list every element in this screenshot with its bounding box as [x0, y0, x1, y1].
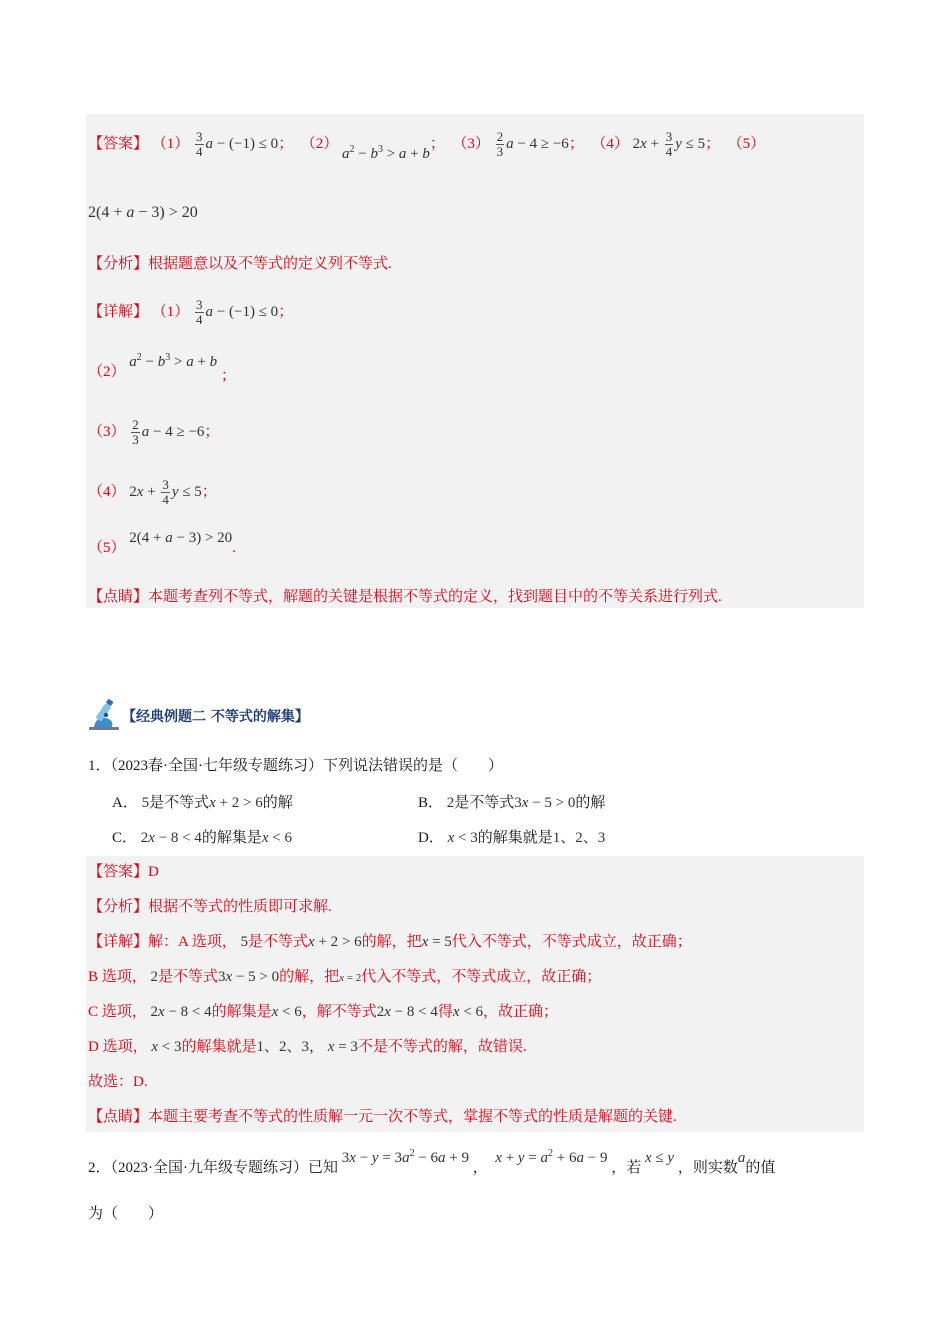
answer-expr-3: $\frac{2}{3}$ a − 4 ≥ −6: [496, 129, 569, 160]
q2-stem-line2: 为（ ）: [88, 1206, 164, 1222]
q1-option-c[interactable]: C． 2x − 8 < 4的解集是x < 6: [112, 830, 293, 846]
answer-expr-2: $a^2 - b^3 > a + b$: [341, 144, 430, 162]
q1-detail-d: D 选项， x < 3的解集就是1、2、3， x = 3不是不等式的解，故错误.: [88, 1039, 527, 1055]
q1-detail-b: B 选项， 2是不等式3x − 5 > 0的解，把x = 2代入不等式，不等式成立，故正确；: [88, 969, 602, 985]
answer-line: 【答案】 （1） $\frac{3}{4}$ a − (−1) ≤ 0； （2） $a^2 - b^3 > a + b$； （3） $\frac{2}{3}$ a − 4 ≥ −6； （4） 2x + $\frac{3}{4}$ y ≤ 5； （5）: [88, 129, 766, 162]
q1-option-d[interactable]: D． x < 3的解集就是1、2、3: [418, 830, 606, 846]
answer-expr-5: 2(4 + a − 3) > 20: [88, 204, 198, 221]
analysis-line: 【分析】根据题意以及不等式的定义列不等式.: [88, 256, 392, 272]
detail-line-1: 【详解】 （1） $\frac{3}{4}$ a − (−1) ≤ 0；: [88, 297, 294, 327]
detail-line-4: （4） 2x + $\frac{3}{4}$ y ≤ 5；: [88, 477, 217, 507]
comment-line-1: 【点睛】本题考查列不等式，解题的关键是根据不等式的定义，找到题目中的不等关系进行列式.: [88, 589, 722, 605]
q1-option-a[interactable]: A． 5是不等式x + 2 > 6的解: [112, 795, 293, 811]
q1-stem: 1．（2023春·全国·七年级专题练习）下列说法错误的是（ ）: [88, 758, 504, 774]
answer-expr-1: $\frac{3}{4}$ a − (−1) ≤ 0: [196, 129, 279, 160]
section-title: 【经典例题二 不等式的解集】: [122, 709, 309, 725]
detail-line-5: （5） 2(4 + a − 3) > 20.: [88, 530, 236, 556]
q2-cond: x ≤ y: [645, 1150, 675, 1166]
detail-line-2: （2） $a^2 - b^3 > a + b$ ；: [88, 352, 236, 384]
q1-comment: 【点睛】本题主要考查不等式的性质解一元一次不等式，掌握不等式的性质是解题的关键.: [88, 1109, 677, 1125]
q2-var: a: [737, 1150, 746, 1166]
answer-expr-4: 2x + $\frac{3}{4}$ y ≤ 5: [632, 129, 706, 160]
microscope-icon: [86, 698, 122, 734]
q2-eq1: $3x - y = 3a^2 - 6a + 9$: [341, 1148, 469, 1166]
q2-eq2: $x + y = a^2 + 6a - 9$: [495, 1148, 608, 1166]
q1-answer: 【答案】D: [88, 864, 159, 880]
q1-final: 故选：D.: [88, 1074, 148, 1090]
q1-detail-c: C 选项， 2x − 8 < 4的解集是x < 6，解不等式2x − 8 < 4得x < 6，故正确；: [88, 1004, 559, 1020]
q2-stem: 2．（2023·全国·九年级专题练习）已知 $3x - y = 3a^2 - 6a + 9$ ， $x + y = a^2 + 6a - 9$ ，若 x ≤ y ，则实数a的值: [88, 1148, 776, 1176]
answer-label: 【答案】: [88, 136, 149, 152]
section-header: [86, 698, 309, 734]
q1-analysis: 【分析】根据不等式的性质即可求解.: [88, 899, 332, 915]
q1-option-b[interactable]: B． 2是不等式3x − 5 > 0的解: [418, 795, 606, 811]
detail-line-3: （3） $\frac{2}{3}$ a − 4 ≥ −6；: [88, 417, 220, 447]
q1-detail-a: 【详解】解：A 选项， 5是不等式x + 2 > 6的解，把x = 5代入不等式，不等式成立，故正确；: [88, 934, 692, 950]
